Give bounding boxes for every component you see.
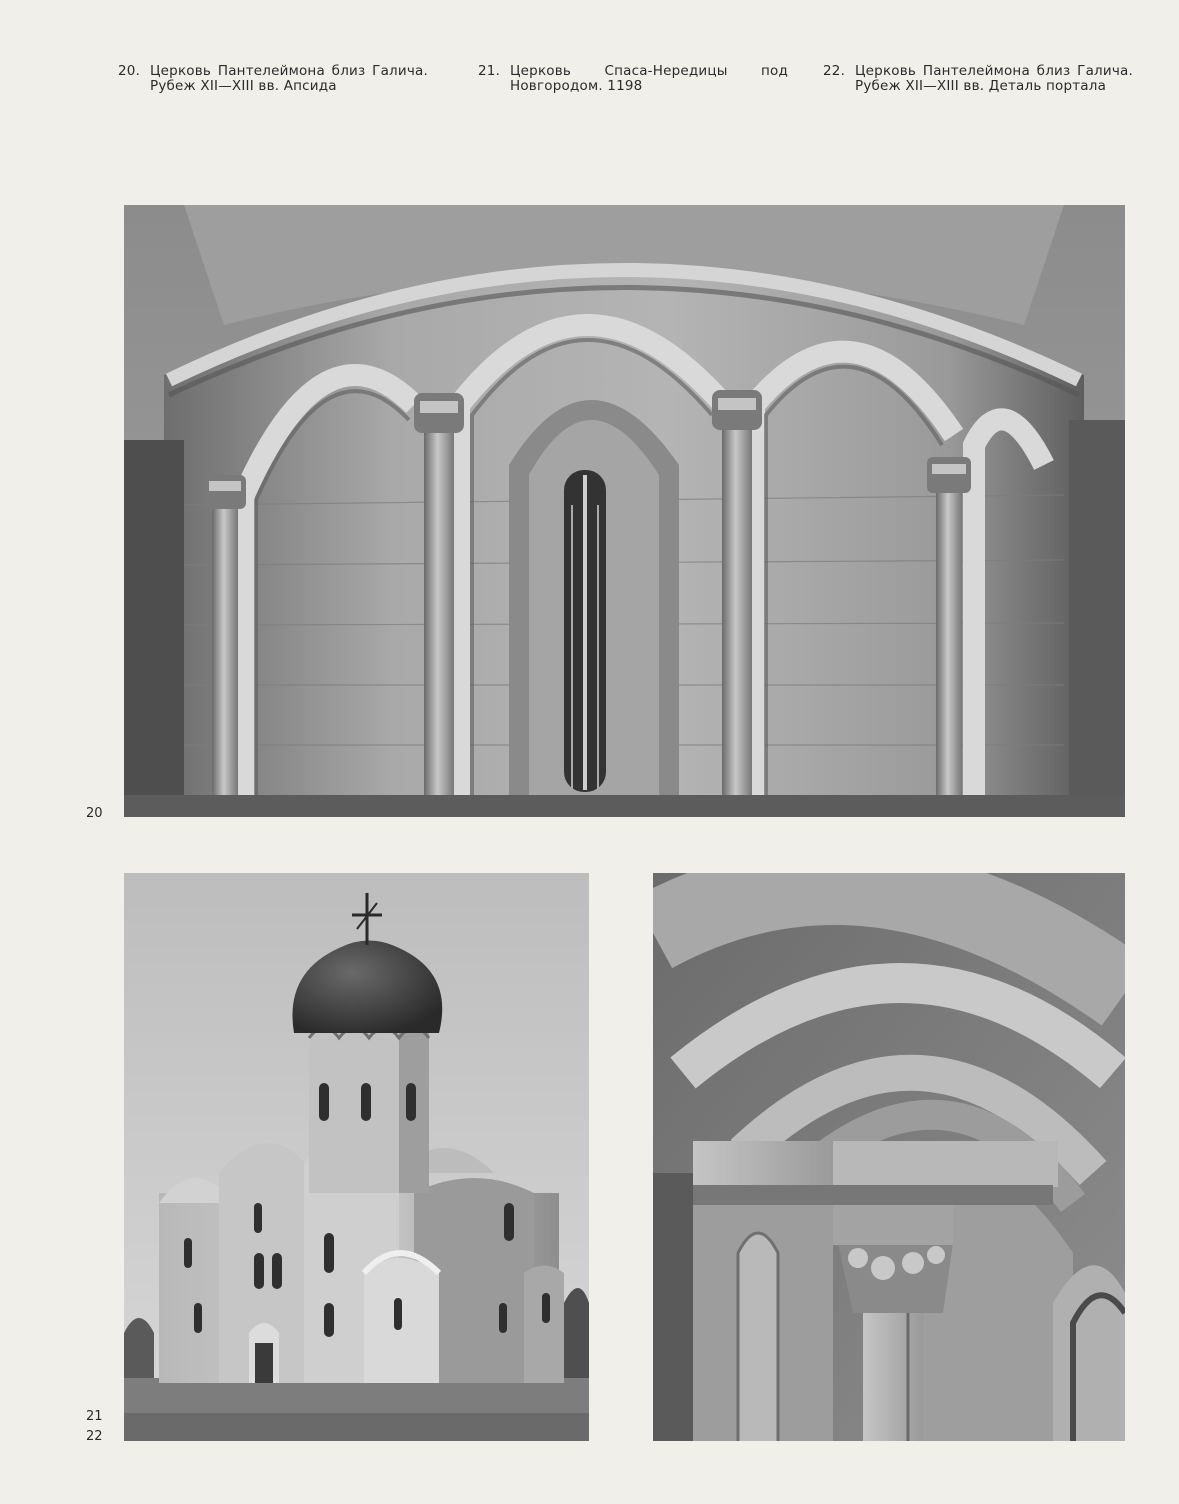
figure-label-21: 21 — [86, 1409, 103, 1424]
caption-text: Церковь Пантелеймона близ Галича. Рубеж XII—XIII вв. Деталь портала — [855, 63, 1133, 94]
caption-number: 20. — [118, 63, 141, 79]
photo-church — [124, 873, 589, 1441]
caption-number: 21. — [478, 63, 501, 79]
figure-label-22: 22 — [86, 1429, 103, 1444]
photo-portal-detail — [653, 873, 1125, 1441]
caption-20 — [118, 64, 428, 94]
caption-21 — [478, 64, 788, 94]
figure-label-20: 20 — [86, 806, 103, 821]
caption-text: Церковь Спаса-Нередицы под Новгородом. 1198 — [510, 63, 788, 94]
caption-text: Церковь Пантелеймона близ Галича. Рубеж XII—XIII вв. Апсида — [150, 63, 428, 94]
caption-22 — [823, 64, 1133, 94]
photo-apse — [124, 205, 1125, 817]
caption-number: 22. — [823, 63, 846, 79]
